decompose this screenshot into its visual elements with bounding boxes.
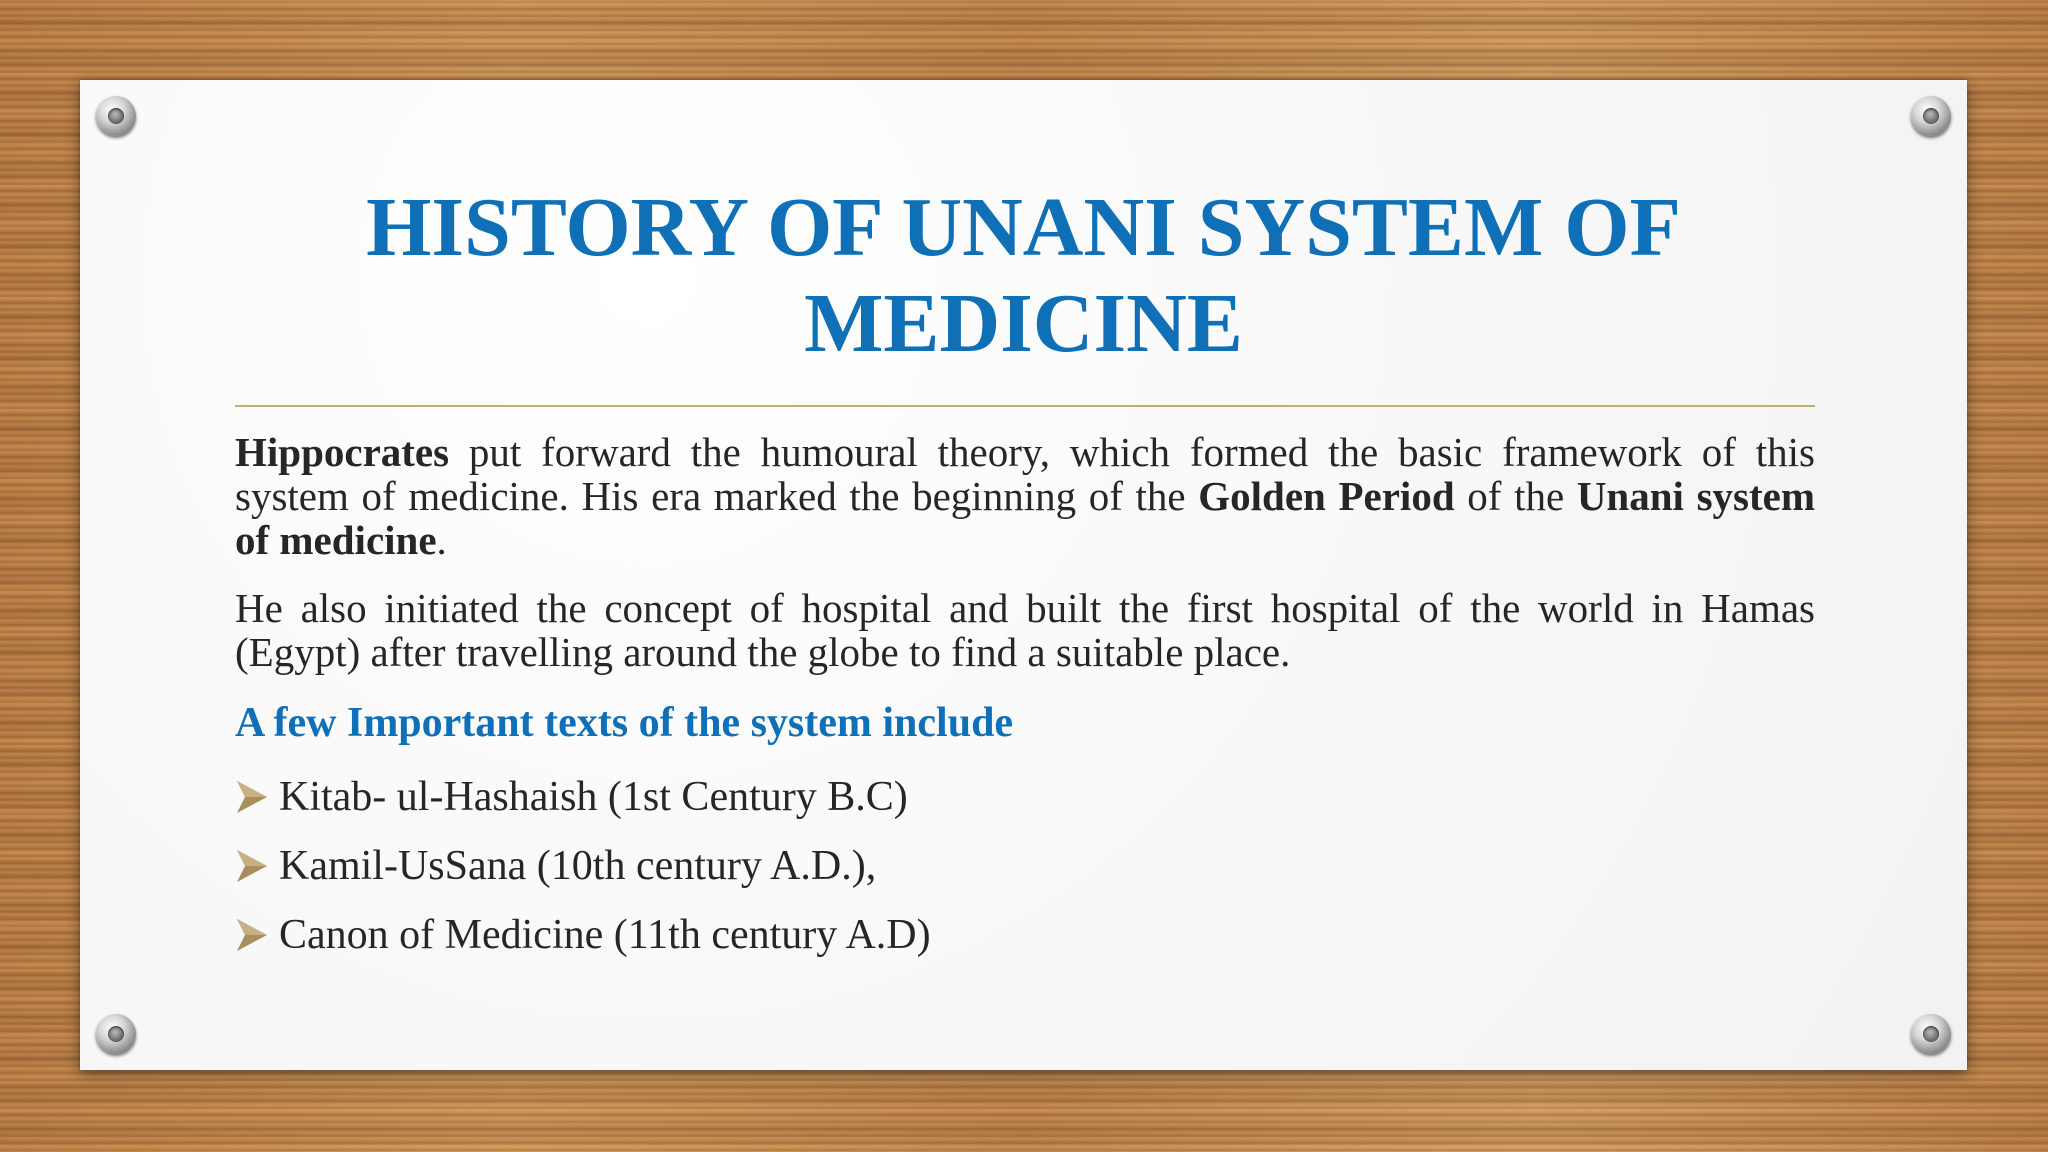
arrow-bullet-icon <box>235 917 269 953</box>
title-line-1: HISTORY OF UNANI SYSTEM OF <box>366 181 1681 274</box>
screw-icon <box>1911 96 1951 136</box>
screw-icon <box>96 1014 136 1054</box>
list-item <box>235 831 1815 900</box>
texts-subheading: A few Important texts of the system include <box>235 700 1014 746</box>
texts-list <box>235 762 1815 969</box>
slide-board <box>80 80 1967 1070</box>
bold-hippocrates: Hippocrates <box>235 429 450 475</box>
title-line-2: MEDICINE <box>804 277 1243 370</box>
screw-icon <box>1911 1014 1951 1054</box>
paragraph-hippocrates <box>235 430 1815 562</box>
bold-golden-period: Golden Period <box>1198 473 1455 519</box>
screw-icon <box>96 96 136 136</box>
paragraph-hospital: He also initiated the concept of hospital and built the first hospital of the world in Hamas (Egypt) after travelling around the globe to find a suitable place. <box>235 585 1815 675</box>
slide-title <box>230 180 1817 372</box>
list-item-text: Kitab- ul-Hashaish (1st Century B.C) <box>279 773 908 820</box>
paragraph-text: . <box>436 517 447 563</box>
paragraph-text: of the <box>1454 473 1577 519</box>
arrow-bullet-icon <box>235 779 269 815</box>
title-divider <box>235 405 1815 407</box>
paragraph-text: put forward the humoural theory, which formed the basic framework of this system of medicine. His era marked the beginning of the <box>235 429 1815 519</box>
list-item <box>235 762 1815 831</box>
list-item <box>235 900 1815 969</box>
list-item-text: Canon of Medicine (11th century A.D) <box>279 911 931 958</box>
slide-content <box>235 430 1815 969</box>
list-item-text: Kamil-UsSana (10th century A.D.), <box>279 842 877 889</box>
bold-unani-system: Unani system of medicine <box>235 473 1815 563</box>
arrow-bullet-icon <box>235 848 269 884</box>
